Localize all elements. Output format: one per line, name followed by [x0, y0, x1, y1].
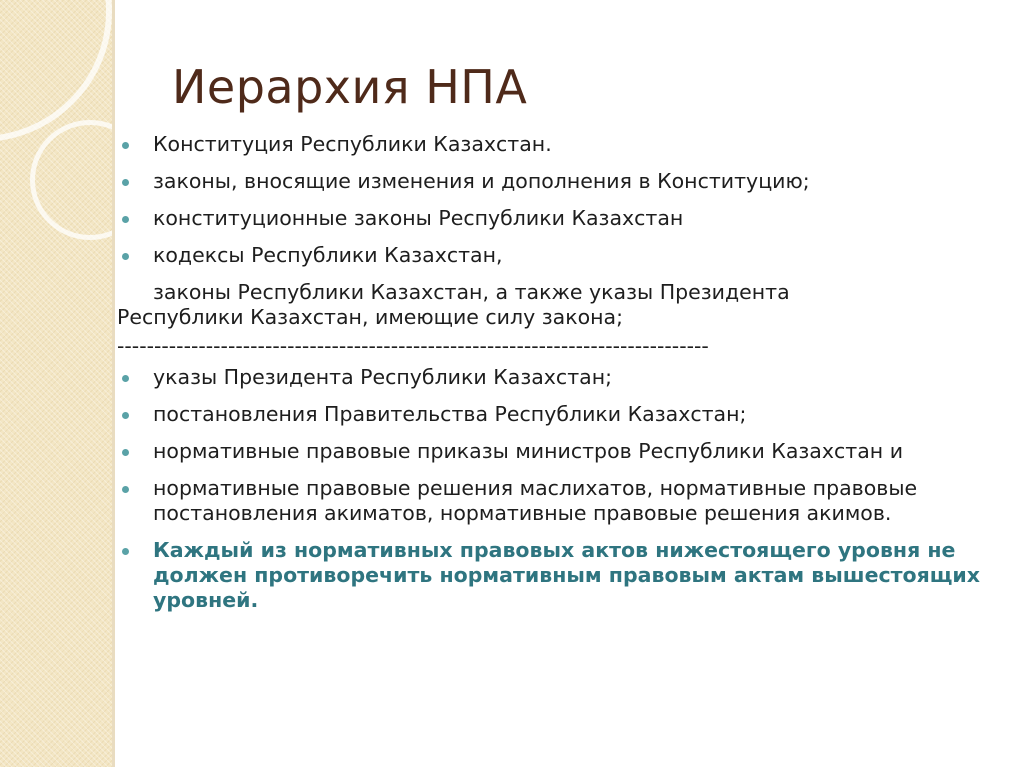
bullet-icon	[122, 216, 129, 223]
list-item-plain: законы Республики Казахстан, а также указы Президента Республики Казахстан, имеющие силу закона;	[117, 280, 790, 329]
list-item: кодексы Республики Казахстан,	[117, 243, 997, 268]
bullet-icon	[122, 412, 129, 419]
bullet-icon	[122, 375, 129, 382]
list-item: Конституция Республики Казахстан.	[117, 132, 997, 157]
decorative-ring	[30, 120, 112, 240]
separator-line: --------------------------------------------------------------------------------	[117, 334, 709, 358]
decorative-side-strip	[0, 0, 112, 767]
side-strip-edge	[112, 0, 115, 767]
list-item: нормативные правовые приказы министров Республики Казахстан и	[117, 439, 997, 464]
bullet-icon	[122, 548, 129, 555]
bullet-icon	[122, 253, 129, 260]
emphasis-statement: Каждый из нормативных правовых актов нижестоящего уровня не должен противоречить нормативным правовым актам вышестоящих уровней.	[117, 538, 997, 613]
list-item: постановления Правительства Республики Казахстан;	[117, 402, 997, 427]
slide-title: Иерархия НПА	[172, 60, 528, 114]
bullet-icon	[122, 449, 129, 456]
slide-content	[117, 130, 997, 613]
bullet-icon	[122, 142, 129, 149]
list-item: нормативные правовые решения маслихатов, нормативные правовые постановления акиматов, нормативные правовые решения акимов.	[117, 476, 997, 526]
list-item: законы, вносящие изменения и дополнения в Конституцию;	[117, 169, 997, 194]
bullet-icon	[122, 179, 129, 186]
list-item: конституционные законы Республики Казахстан	[117, 206, 997, 231]
bullet-icon	[122, 486, 129, 493]
list-item: указы Президента Республики Казахстан;	[117, 365, 997, 390]
